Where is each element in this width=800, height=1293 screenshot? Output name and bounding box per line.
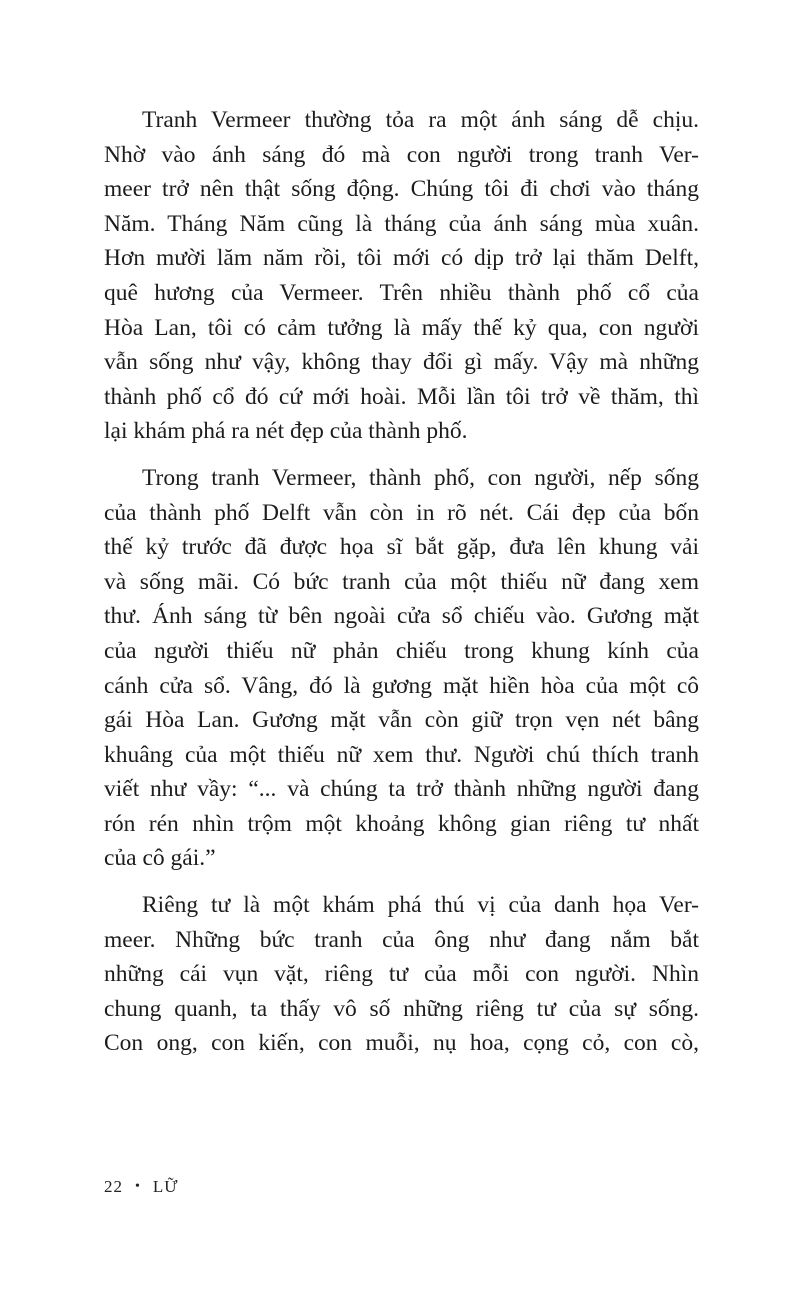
text-line: thư. Ánh sáng từ bên ngoài cửa sổ chiếu vào. Gương mặt [104, 603, 699, 630]
section-title: LỮ [152, 1177, 179, 1196]
text-line: meer trở nên thật sống động. Chúng tôi đi chơi vào tháng [104, 176, 699, 203]
text-line: Năm. Tháng Năm cũng là tháng của ánh sáng mùa xuân. [104, 210, 699, 237]
text-line: gái Hòa Lan. Gương mặt vẫn còn giữ trọn vẹn nét bâng [104, 707, 699, 734]
page-number: 22 [104, 1177, 123, 1196]
footer-separator: • [135, 1179, 141, 1194]
text-line: meer. Những bức tranh của ông như đang nắm bắt [104, 926, 699, 953]
text-line: của cô gái.” [104, 845, 216, 872]
text-line: vẫn sống như vậy, không thay đổi gì mấy. Vậy mà những [104, 349, 699, 376]
text-line: quê hương của Vermeer. Trên nhiều thành phố cổ của [104, 279, 699, 306]
text-line: thế kỷ trước đã được họa sĩ bắt gặp, đưa lên khung vải [104, 534, 699, 561]
text-line: Hơn mười lăm năm rồi, tôi mới có dịp trở lại thăm Delft, [104, 245, 699, 272]
body-text [104, 103, 699, 1073]
text-line: của thành phố Delft vẫn còn in rõ nét. Cái đẹp của bốn [104, 499, 699, 526]
text-line: Nhờ vào ánh sáng đó mà con người trong tranh Ver- [104, 141, 699, 168]
text-line: Tranh Vermeer thường tỏa ra một ánh sáng dễ chịu. [142, 107, 699, 133]
paragraph-1 [104, 103, 699, 449]
text-line: Con ong, con kiến, con muỗi, nụ hoa, cọng cỏ, con cò, [104, 1030, 699, 1057]
text-line: chung quanh, ta thấy vô số những riêng tư của sự sống. [104, 995, 699, 1022]
paragraph-3 [104, 888, 699, 1061]
text-line: rón rén nhìn trộm một khoảng không gian riêng tư nhất [104, 810, 699, 837]
text-line: Riêng tư là một khám phá thú vị của danh họa Ver- [142, 892, 699, 919]
page-footer [104, 1177, 178, 1197]
text-line: lại khám phá ra nét đẹp của thành phố. [104, 418, 468, 445]
paragraph-2 [104, 461, 699, 876]
text-line: Trong tranh Vermeer, thành phố, con người, nếp sống [142, 464, 699, 491]
text-line: của người thiếu nữ phản chiếu trong khung kính của [104, 637, 699, 664]
text-line: thành phố cổ đó cứ mới hoài. Mỗi lần tôi trở về thăm, thì [104, 383, 699, 410]
text-line: những cái vụn vặt, riêng tư của mỗi con người. Nhìn [104, 961, 699, 988]
text-line: viết như vầy: “... và chúng ta trở thành những người đang [104, 776, 699, 803]
text-line: Hòa Lan, tôi có cảm tưởng là mấy thế kỷ qua, con người [104, 314, 699, 341]
text-line: khuâng của một thiếu nữ xem thư. Người chú thích tranh [104, 741, 699, 768]
text-line: cánh cửa sổ. Vâng, đó là gương mặt hiền hòa của một cô [104, 672, 699, 699]
text-line: và sống mãi. Có bức tranh của một thiếu nữ đang xem [104, 568, 699, 595]
